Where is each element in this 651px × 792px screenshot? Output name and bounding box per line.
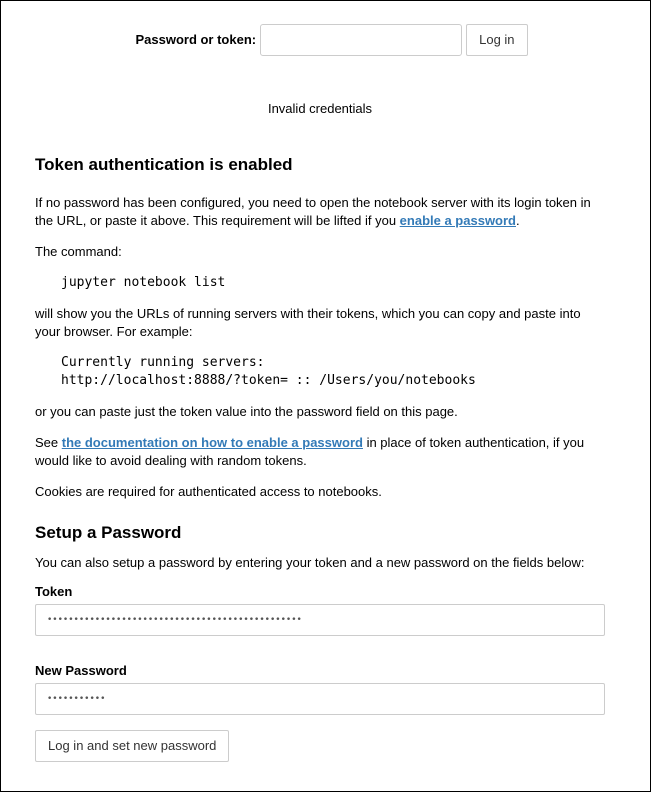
example-line-2: http://localhost:8888/?token= :: /Users/you/notebooks [61, 373, 476, 388]
new-password-label: New Password [35, 663, 127, 678]
token-intro-paragraph [35, 194, 607, 230]
urls-paragraph: will show you the URLs of running servers with their tokens, which you can copy and paste into your browser. For example: [35, 306, 581, 339]
token-auth-heading: Token authentication is enabled [35, 155, 293, 174]
token-intro-period: . [516, 213, 520, 228]
login-form [0, 24, 649, 56]
new-password-input[interactable]: ••••••••••• [35, 683, 605, 715]
token-intro-text: If no password has been configured, you need to open the notebook server with its login token in the URL, or paste it above. This requirement will be lifted if you [35, 195, 591, 228]
documentation-link[interactable]: the documentation on how to enable a password [61, 435, 363, 450]
command-block: jupyter notebook list [61, 275, 226, 290]
set-password-button[interactable]: Log in and set new password [35, 730, 229, 762]
command-intro: The command: [35, 244, 122, 259]
setup-intro: You can also setup a password by entering your token and a new password on the fields below: [35, 555, 585, 570]
main-content [35, 154, 607, 762]
documentation-text-before: See [35, 435, 62, 450]
token-input[interactable]: •••••••••••••••••••••••••••••••••••••••••••••••• [35, 604, 605, 636]
paste-token-paragraph: or you can paste just the token value into the password field on this page. [35, 404, 458, 419]
login-button[interactable]: Log in [466, 24, 527, 56]
token-label: Token [35, 584, 73, 599]
documentation-text-after: in place of token authentication, if you would like to avoid dealing with random tokens. [35, 435, 585, 468]
example-block [35, 354, 607, 390]
example-line-1: Currently running servers: [61, 355, 265, 370]
enable-password-link[interactable]: enable a password [399, 213, 516, 228]
setup-password-heading: Setup a Password [35, 523, 182, 542]
cookies-paragraph: Cookies are required for authenticated access to notebooks. [35, 484, 382, 499]
password-or-token-label: Password or token: [135, 31, 257, 47]
documentation-paragraph [35, 434, 607, 470]
error-message: Invalid credentials [267, 101, 373, 116]
password-or-token-input[interactable] [260, 24, 462, 56]
